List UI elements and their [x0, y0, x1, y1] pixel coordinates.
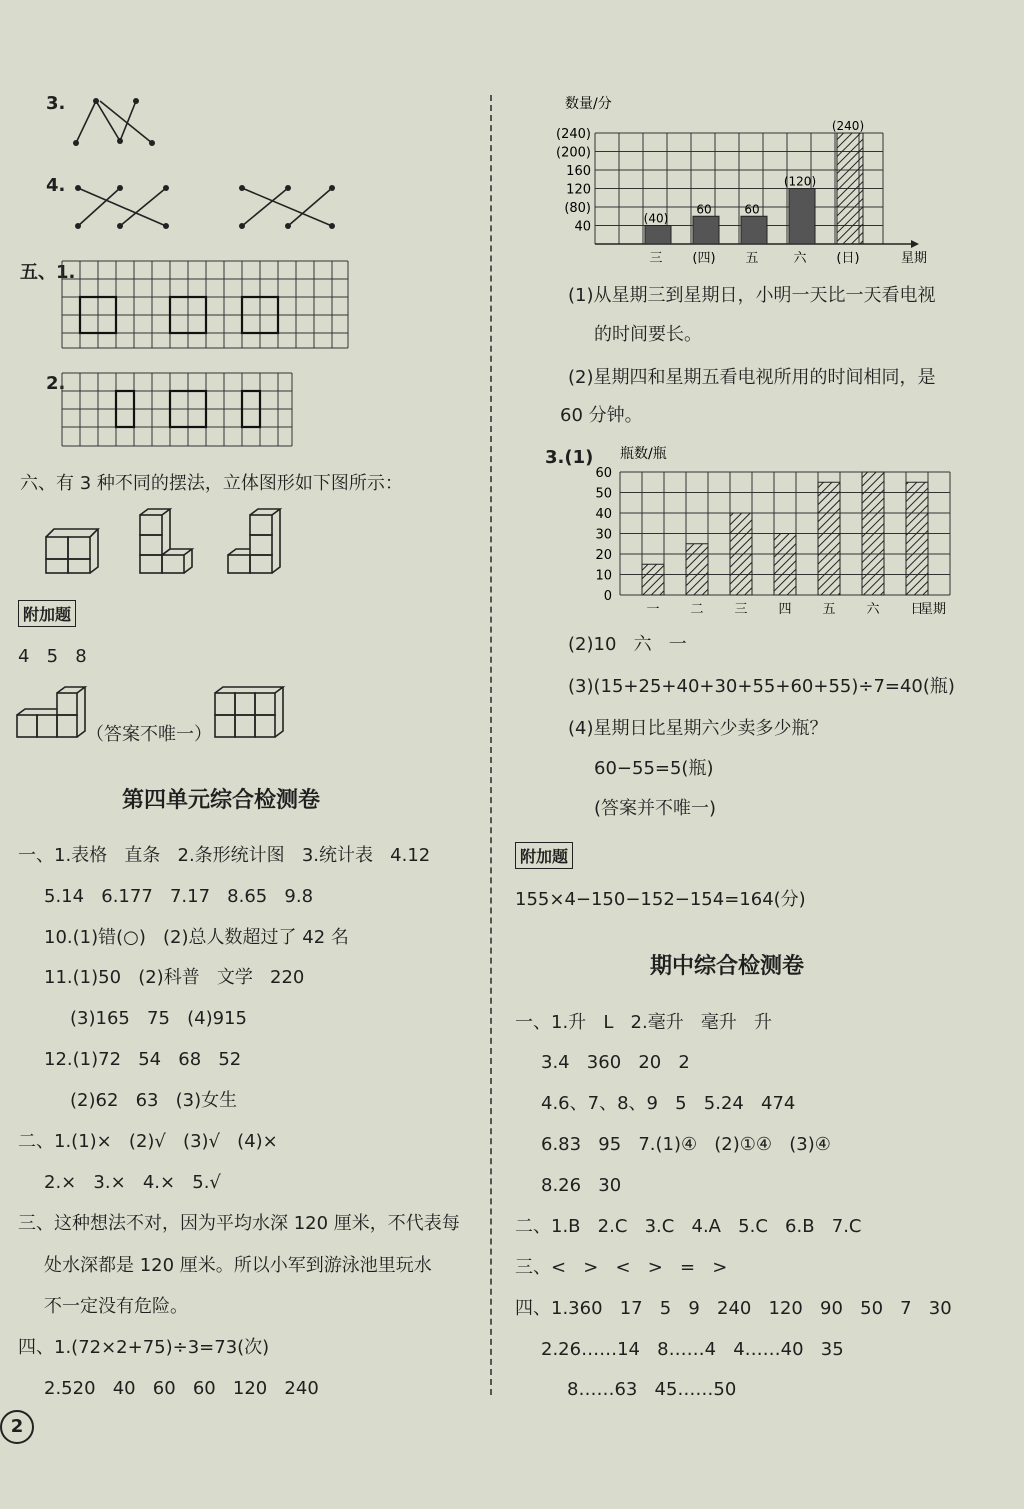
answer-line: (3)165 75 (4)915 [70, 1008, 247, 1029]
answer-line: 2.× 3.× 4.× 5.√ [44, 1172, 221, 1193]
y-tick-label: 30 [595, 527, 612, 543]
chart1-answer: (1)从星期三到星期日，小明一天比一天看电视 [568, 285, 936, 306]
q5-2-label: 2. [46, 373, 66, 394]
x-tick-label: (四) [692, 251, 716, 266]
bar-data-label: (240) [831, 119, 865, 133]
q3-answer: 60−55=5(瓶) [594, 758, 714, 779]
x-tick-label: 一 [646, 602, 660, 617]
x-tick-label: 二 [690, 602, 704, 617]
q3-answer: (答案并不唯一) [594, 798, 717, 819]
x-tick-label: 四 [778, 602, 792, 617]
column-divider [490, 95, 492, 1395]
q4-label: 4. [46, 175, 66, 196]
extra-tag-left: 附加题 [18, 600, 76, 627]
bar [837, 133, 863, 244]
x-axis-arrow [911, 240, 919, 248]
extra-note: （答案不唯一） [86, 724, 212, 745]
midterm-line: 8.26 30 [541, 1175, 622, 1196]
bottles-bar-chart [585, 440, 955, 620]
y-tick-label: (240) [556, 127, 591, 142]
x-axis-title: 星期 [920, 602, 947, 617]
tv-time-bar-chart [540, 88, 940, 273]
midterm-line: 四、1.360 17 5 9 240 120 90 50 7 30 [515, 1298, 952, 1319]
x-tick-label: 五 [745, 251, 759, 266]
bar-data-label: 60 [744, 202, 760, 217]
q3-label: 3. [46, 93, 66, 114]
midterm-line: 2.26……14 8……4 4……40 35 [541, 1339, 844, 1360]
q5-label: 五、1. [20, 262, 76, 283]
grid-drawing-2 [60, 370, 295, 450]
matching-lines-3 [70, 95, 160, 150]
x-tick-label: 三 [649, 251, 663, 266]
cube-figures [40, 505, 300, 585]
answer-line: 5.14 6.177 7.17 8.65 9.8 [44, 886, 314, 907]
answer-line: 11.(1)50 (2)科普 文学 220 [44, 967, 305, 988]
q3-answer: (4)星期日比星期六少卖多少瓶？ [568, 718, 828, 739]
q3-right-label: 3.(1) [545, 447, 594, 468]
bar [741, 216, 767, 244]
y-tick-label: 60 [595, 466, 612, 481]
bar [686, 544, 708, 595]
bar [906, 482, 928, 595]
y-tick-label: 10 [595, 568, 612, 584]
y-tick-label: 40 [595, 507, 612, 522]
answer-line: 处水深都是 120 厘米。所以小军到游泳池里玩水 [44, 1255, 432, 1276]
bar [818, 482, 840, 595]
matching-lines-4 [70, 178, 370, 233]
answer-line: 二、1.(1)× (2)√ (3)√ (4)× [18, 1131, 278, 1152]
y-tick-label: (80) [564, 201, 591, 216]
answer-line: 12.(1)72 54 68 52 [44, 1049, 242, 1070]
answer-line: 三、这种想法不对，因为平均水深 120 厘米，不代表每 [18, 1213, 460, 1234]
x-axis-title: 星期 [901, 251, 928, 266]
extra-answer: 155×4−150−152−154=164(分) [515, 889, 806, 910]
midterm-line: 一、1.升 L 2.毫升 毫升 升 [515, 1012, 773, 1033]
midterm-line: 3.4 360 20 2 [541, 1052, 690, 1073]
q6-text: 六、有 3 种不同的摆法，立体图形如下图所示： [20, 473, 403, 494]
y-tick-label: 0 [603, 589, 612, 604]
bar-data-label: (120) [783, 174, 817, 189]
x-tick-label: 五 [822, 602, 836, 617]
bar [862, 472, 884, 595]
y-tick-label: 20 [595, 548, 612, 563]
x-tick-label: 六 [793, 251, 807, 266]
bar [642, 564, 664, 595]
unit4-title: 第四单元综合检测卷 [122, 788, 321, 813]
bar [789, 189, 815, 245]
midterm-line: 三、< > < > = > [515, 1257, 728, 1278]
q3-answer: (3)(15+25+40+30+55+60+55)÷7=40(瓶) [568, 676, 955, 697]
x-tick-label: 六 [866, 602, 880, 617]
bar [774, 534, 796, 596]
midterm-line: 4.6、7、8、9 5 5.24 474 [541, 1093, 796, 1114]
extra-tag-right: 附加题 [515, 842, 573, 869]
answer-line: 2.520 40 60 60 120 240 [44, 1378, 319, 1399]
midterm-line: 二、1.B 2.C 3.C 4.A 5.C 6.B 7.C [515, 1216, 862, 1237]
y-tick-label: (200) [556, 145, 591, 161]
chart1-answer: 60 分钟。 [560, 405, 643, 426]
q3-answer: (2)10 六 一 [568, 634, 687, 655]
bar [693, 216, 719, 244]
x-tick-label: 日 [910, 602, 924, 617]
answer-line: 一、1.表格 直条 2.条形统计图 3.统计表 4.12 [18, 845, 431, 866]
answer-line: 四、1.(72×2+75)÷3=73(次) [18, 1337, 270, 1358]
midterm-line: 8……63 45……50 [567, 1379, 737, 1400]
bar-data-label: (40) [643, 211, 669, 226]
midterm-title: 期中综合检测卷 [650, 954, 805, 979]
x-tick-label: (日) [836, 251, 860, 266]
answer-line: (2)62 63 (3)女生 [70, 1090, 238, 1111]
bar [730, 513, 752, 595]
x-tick-label: 三 [734, 602, 748, 617]
y-tick-label: 160 [566, 164, 591, 179]
midterm-line: 6.83 95 7.(1)④ (2)①④ (3)④ [541, 1134, 831, 1155]
page-number: 2 [0, 1410, 34, 1444]
y-tick-label: 120 [566, 182, 591, 198]
bar [645, 226, 671, 245]
y-tick-label: 50 [595, 486, 612, 502]
chart1-answer: (2)星期四和星期五看电视所用的时间相同，是 [568, 367, 936, 388]
answer-line: 10.(1)错(○) (2)总人数超过了 42 名 [44, 927, 349, 948]
extra-numbers: 4 5 8 [18, 646, 87, 667]
grid-drawing-1 [60, 258, 350, 350]
y-tick-label: 40 [574, 219, 591, 235]
bar-data-label: 60 [696, 202, 712, 217]
y-axis-title: 瓶数/瓶 [620, 446, 667, 462]
answer-line: 不一定没有危险。 [44, 1296, 188, 1317]
chart1-answer: 的时间要长。 [594, 324, 702, 345]
y-axis-title: 数量/分 [565, 96, 612, 112]
